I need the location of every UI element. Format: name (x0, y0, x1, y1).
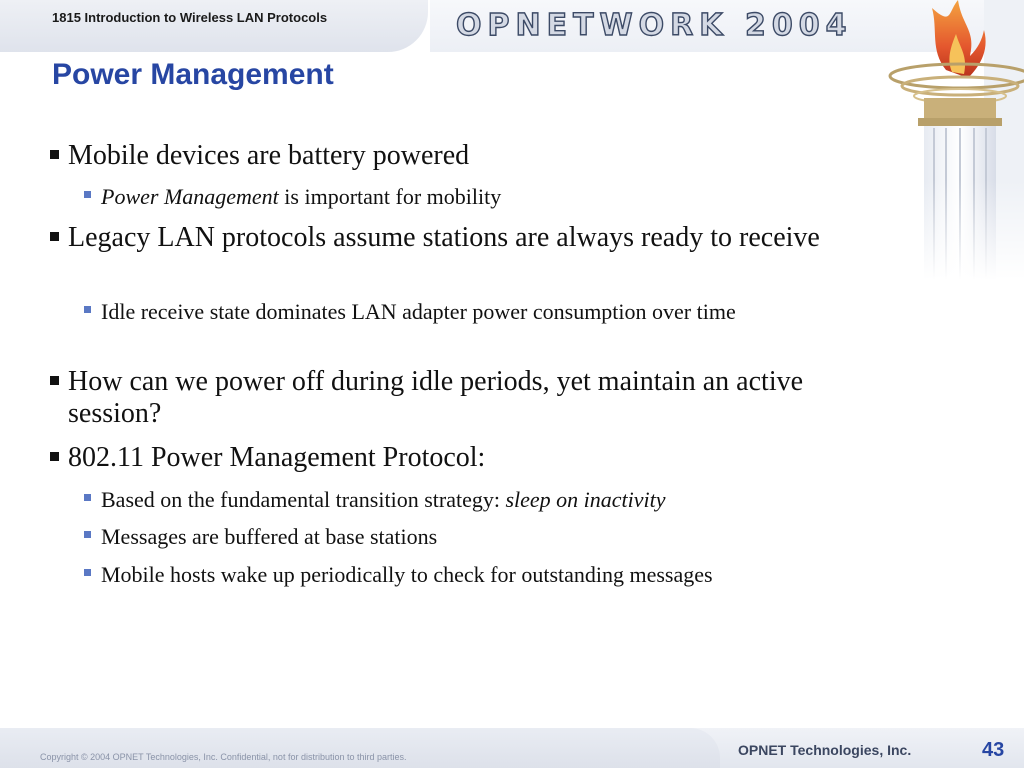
bullet-1: Mobile devices are battery powered (50, 140, 890, 172)
company-name: OPNET Technologies, Inc. (738, 742, 912, 758)
footer-shade (0, 728, 720, 768)
sub-bullet-marker (84, 191, 91, 198)
course-tab (0, 0, 428, 52)
bullet-3: How can we power off during idle periods, yet maintain an active session? (50, 366, 890, 430)
bullet-marker (50, 452, 59, 461)
sub-bullet-2: Idle receive state dominates LAN adapter power consumption over time (84, 298, 884, 325)
bullet-marker (50, 232, 59, 241)
sub-bullet-marker (84, 569, 91, 576)
sub-bullet-marker (84, 306, 91, 313)
copyright-notice: Copyright © 2004 OPNET Technologies, Inc. Confidential, not for distribution to third parties. (40, 752, 407, 762)
sub-bullet-marker (84, 494, 91, 501)
sub-bullet-1: Power Management is important for mobility (84, 183, 884, 210)
bullet-marker (50, 376, 59, 385)
page-number: 43 (982, 739, 1005, 761)
sub-bullet-4: Messages are buffered at base stations (84, 523, 884, 550)
slide-title: Power Management (52, 58, 334, 91)
bullet-2: Legacy LAN protocols assume stations are always ready to receive (50, 222, 890, 254)
sub-bullet-5: Mobile hosts wake up periodically to check for outstanding messages (84, 561, 884, 588)
opnetwork-logo: OPNETWORK 2004 (456, 8, 853, 43)
sub-bullet-marker (84, 531, 91, 538)
bullet-marker (50, 150, 59, 159)
course-title: 1815 Introduction to Wireless LAN Protocols (52, 10, 328, 25)
sub-bullet-3: Based on the fundamental transition strategy: sleep on inactivity (84, 486, 884, 513)
bullet-4: 802.11 Power Management Protocol: (50, 442, 890, 474)
